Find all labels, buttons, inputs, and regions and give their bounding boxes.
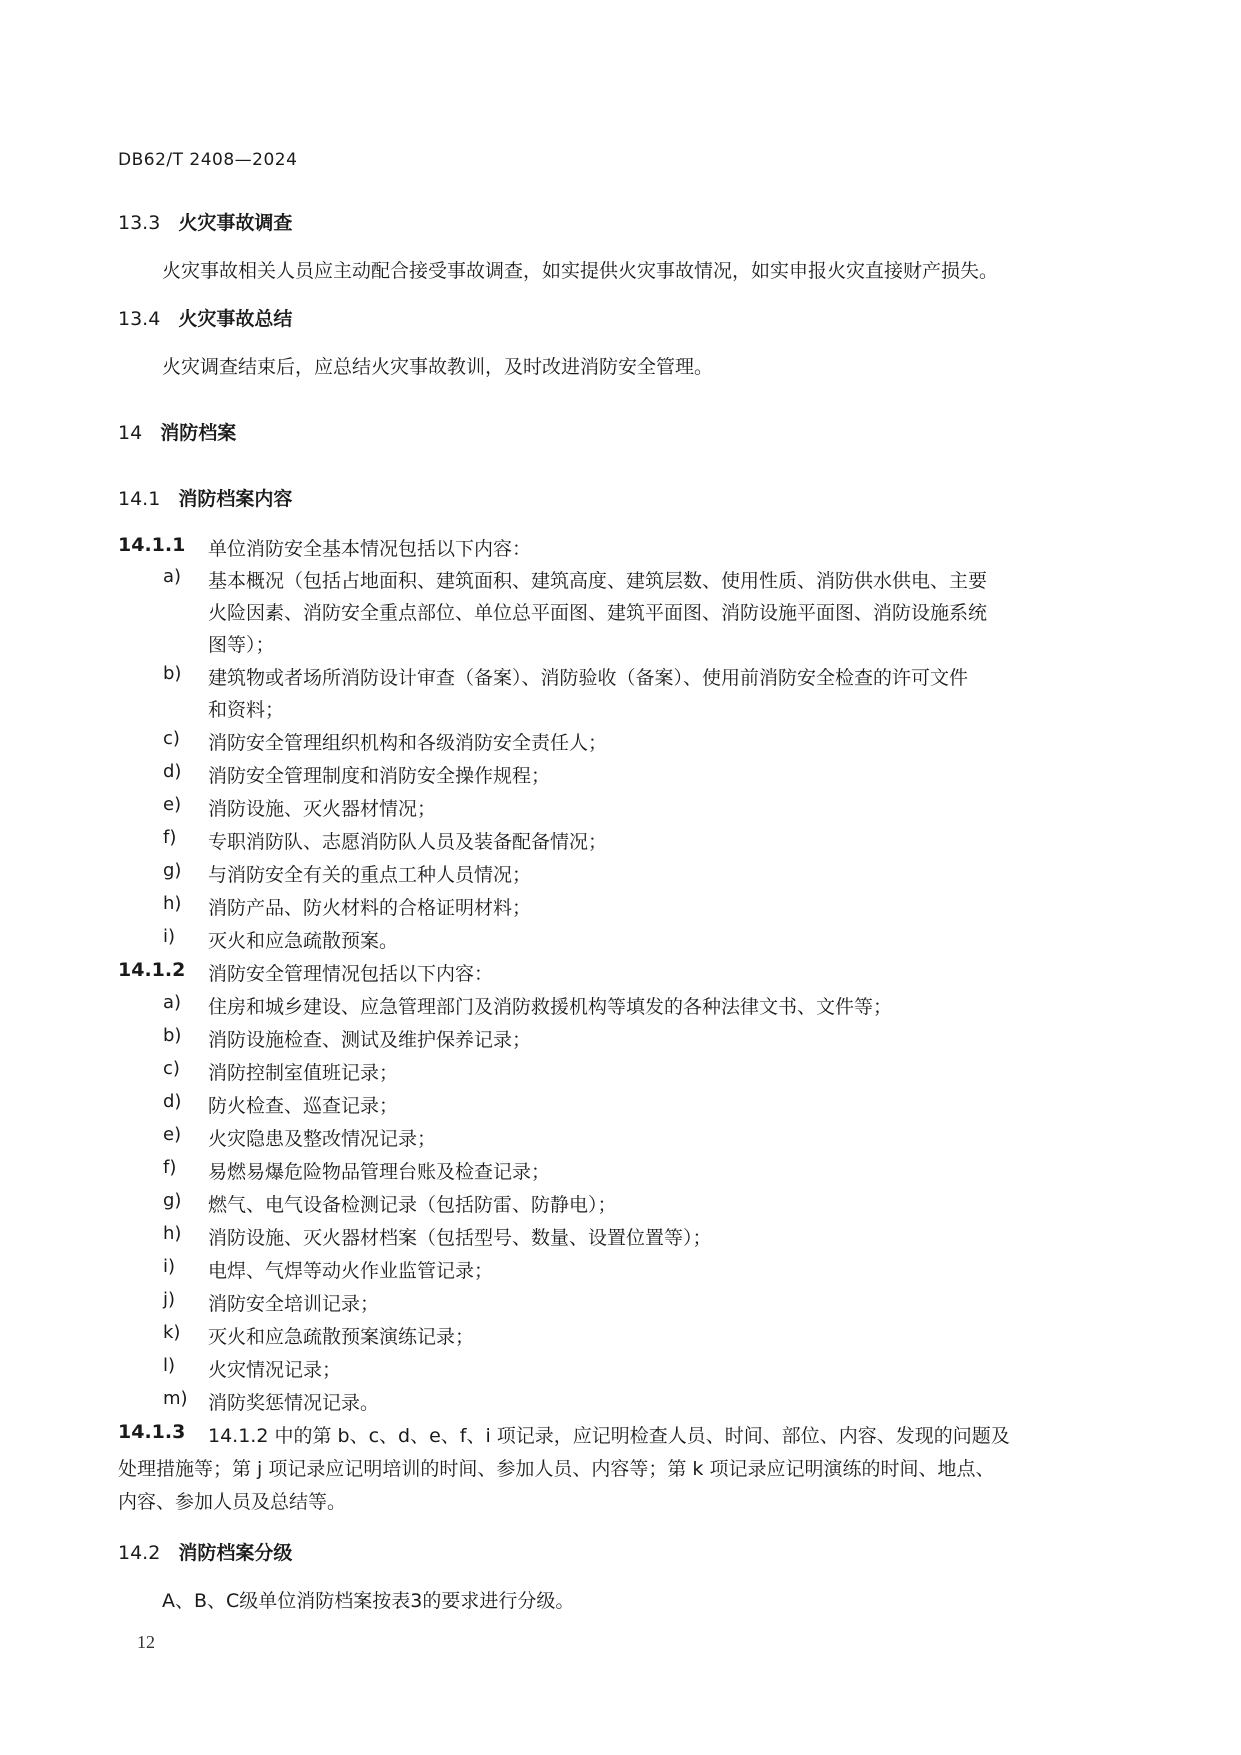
clause-number-14-1-2: 14.1.2 [118, 959, 186, 981]
clause-text-line: 14.1.2 中的第 b、c、d、e、f、i 项记录，应记明检查人员、时间、部位、内容、发现的问题及 [208, 1425, 1010, 1447]
list-letter: i) [163, 926, 176, 947]
list-item-text: 专职消防队、志愿消防队人员及装备配备情况； [208, 831, 608, 853]
list-letter: i) [163, 1256, 176, 1277]
list-letter: e) [163, 794, 182, 815]
clause-intro-14-1-1: 单位消防安全基本情况包括以下内容： [208, 538, 532, 560]
document-code: DB62/T 2408—2024 [118, 150, 298, 170]
list-item-text: 电焊、气焊等动火作业监管记录； [208, 1260, 494, 1282]
list-item-text: 与消防安全有关的重点工种人员情况； [208, 864, 532, 886]
list-letter: g) [163, 860, 182, 881]
section-number: 14.2 [118, 1542, 161, 1564]
list-letter: g) [163, 1190, 182, 1211]
paragraph-13-4: 火灾调查结束后，应总结火灾事故教训，及时改进消防安全管理。 [162, 356, 714, 378]
section-heading-14-2 [118, 1538, 292, 1565]
list-letter: b) [163, 663, 182, 684]
list-letter: k) [163, 1322, 181, 1343]
list-item-text: 易燃易爆危险物品管理台账及检查记录； [208, 1161, 551, 1183]
paragraph-13-3: 火灾事故相关人员应主动配合接受事故调查，如实提供火灾事故情况，如实申报火灾直接财产损失。 [162, 260, 999, 282]
list-letter: b) [163, 1025, 182, 1046]
clause-number-14-1-3: 14.1.3 [118, 1421, 186, 1443]
list-item-text: 和资料； [208, 699, 285, 721]
list-letter: d) [163, 761, 182, 782]
list-item-text: 灭火和应急疏散预案演练记录； [208, 1326, 475, 1348]
section-number: 13.4 [118, 308, 161, 330]
section-heading-14-1 [118, 484, 292, 511]
list-item-text: 防火检查、巡查记录； [208, 1095, 399, 1117]
list-letter: l) [163, 1355, 176, 1376]
list-item-text: 火险因素、消防安全重点部位、单位总平面图、建筑平面图、消防设施平面图、消防设施系统 [208, 602, 988, 624]
list-item-text: 基本概况（包括占地面积、建筑面积、建筑高度、建筑层数、使用性质、消防供水供电、主要 [208, 570, 988, 592]
list-item-text: 建筑物或者场所消防设计审查（备案）、消防验收（备案）、使用前消防安全检查的许可文件 [208, 667, 969, 689]
list-item-text: 火灾隐患及整改情况记录； [208, 1128, 437, 1150]
list-letter: c) [163, 728, 180, 749]
clause-text-line: 处理措施等；第 j 项记录应记明培训的时间、参加人员、内容等；第 k 项记录应记明演练的时间、地点、 [118, 1458, 995, 1480]
list-item-text: 消防安全管理制度和消防安全操作规程； [208, 765, 551, 787]
list-letter: h) [163, 1223, 182, 1244]
list-item-text: 消防设施、灭火器材情况； [208, 798, 437, 820]
list-item-text: 消防奖惩情况记录。 [208, 1392, 380, 1414]
paragraph-14-2: A、B、C级单位消防档案按表3的要求进行分级。 [162, 1590, 575, 1612]
chapter-number: 14 [118, 422, 143, 444]
list-item-text: 燃气、电气设备检测记录（包括防雷、防静电）； [208, 1194, 617, 1216]
list-item-text: 消防产品、防火材料的合格证明材料； [208, 897, 532, 919]
section-number: 14.1 [118, 488, 161, 510]
list-letter: a) [163, 992, 182, 1013]
list-item-text: 灭火和应急疏散预案。 [208, 930, 399, 952]
clause-number-14-1-1: 14.1.1 [118, 534, 186, 556]
section-title: 火灾事故总结 [178, 308, 293, 330]
list-letter: j) [163, 1289, 176, 1310]
list-letter: e) [163, 1124, 182, 1145]
list-item-text: 消防设施、灭火器材档案（包括型号、数量、设置位置等）； [208, 1227, 712, 1249]
list-letter: d) [163, 1091, 182, 1112]
list-item-text: 住房和城乡建设、应急管理部门及消防救援机构等填发的各种法律文书、文件等； [208, 996, 893, 1018]
chapter-title: 消防档案 [160, 422, 237, 444]
list-item-text: 消防安全管理组织机构和各级消防安全责任人； [208, 732, 608, 754]
list-item-text: 消防设施检查、测试及维护保养记录； [208, 1029, 532, 1051]
section-heading-13-4 [118, 304, 292, 331]
section-title: 火灾事故调查 [178, 212, 293, 234]
clause-intro-14-1-2: 消防安全管理情况包括以下内容： [208, 963, 494, 985]
page-number: 12 [137, 1632, 155, 1652]
list-letter: f) [163, 1157, 177, 1178]
section-title: 消防档案内容 [178, 488, 293, 510]
list-letter: a) [163, 566, 182, 587]
list-letter: h) [163, 893, 182, 914]
section-number: 13.3 [118, 212, 161, 234]
section-title: 消防档案分级 [178, 1542, 293, 1564]
list-letter: c) [163, 1058, 180, 1079]
list-letter: f) [163, 827, 177, 848]
list-item-text: 图等）； [208, 634, 275, 656]
section-heading-13-3 [118, 208, 292, 235]
list-item-text: 消防安全培训记录； [208, 1293, 380, 1315]
chapter-heading-14 [118, 418, 236, 445]
clause-text-line: 内容、参加人员及总结等。 [118, 1491, 347, 1513]
list-item-text: 消防控制室值班记录； [208, 1062, 399, 1084]
list-item-text: 火灾情况记录； [208, 1359, 342, 1381]
list-letter: m) [163, 1388, 188, 1409]
